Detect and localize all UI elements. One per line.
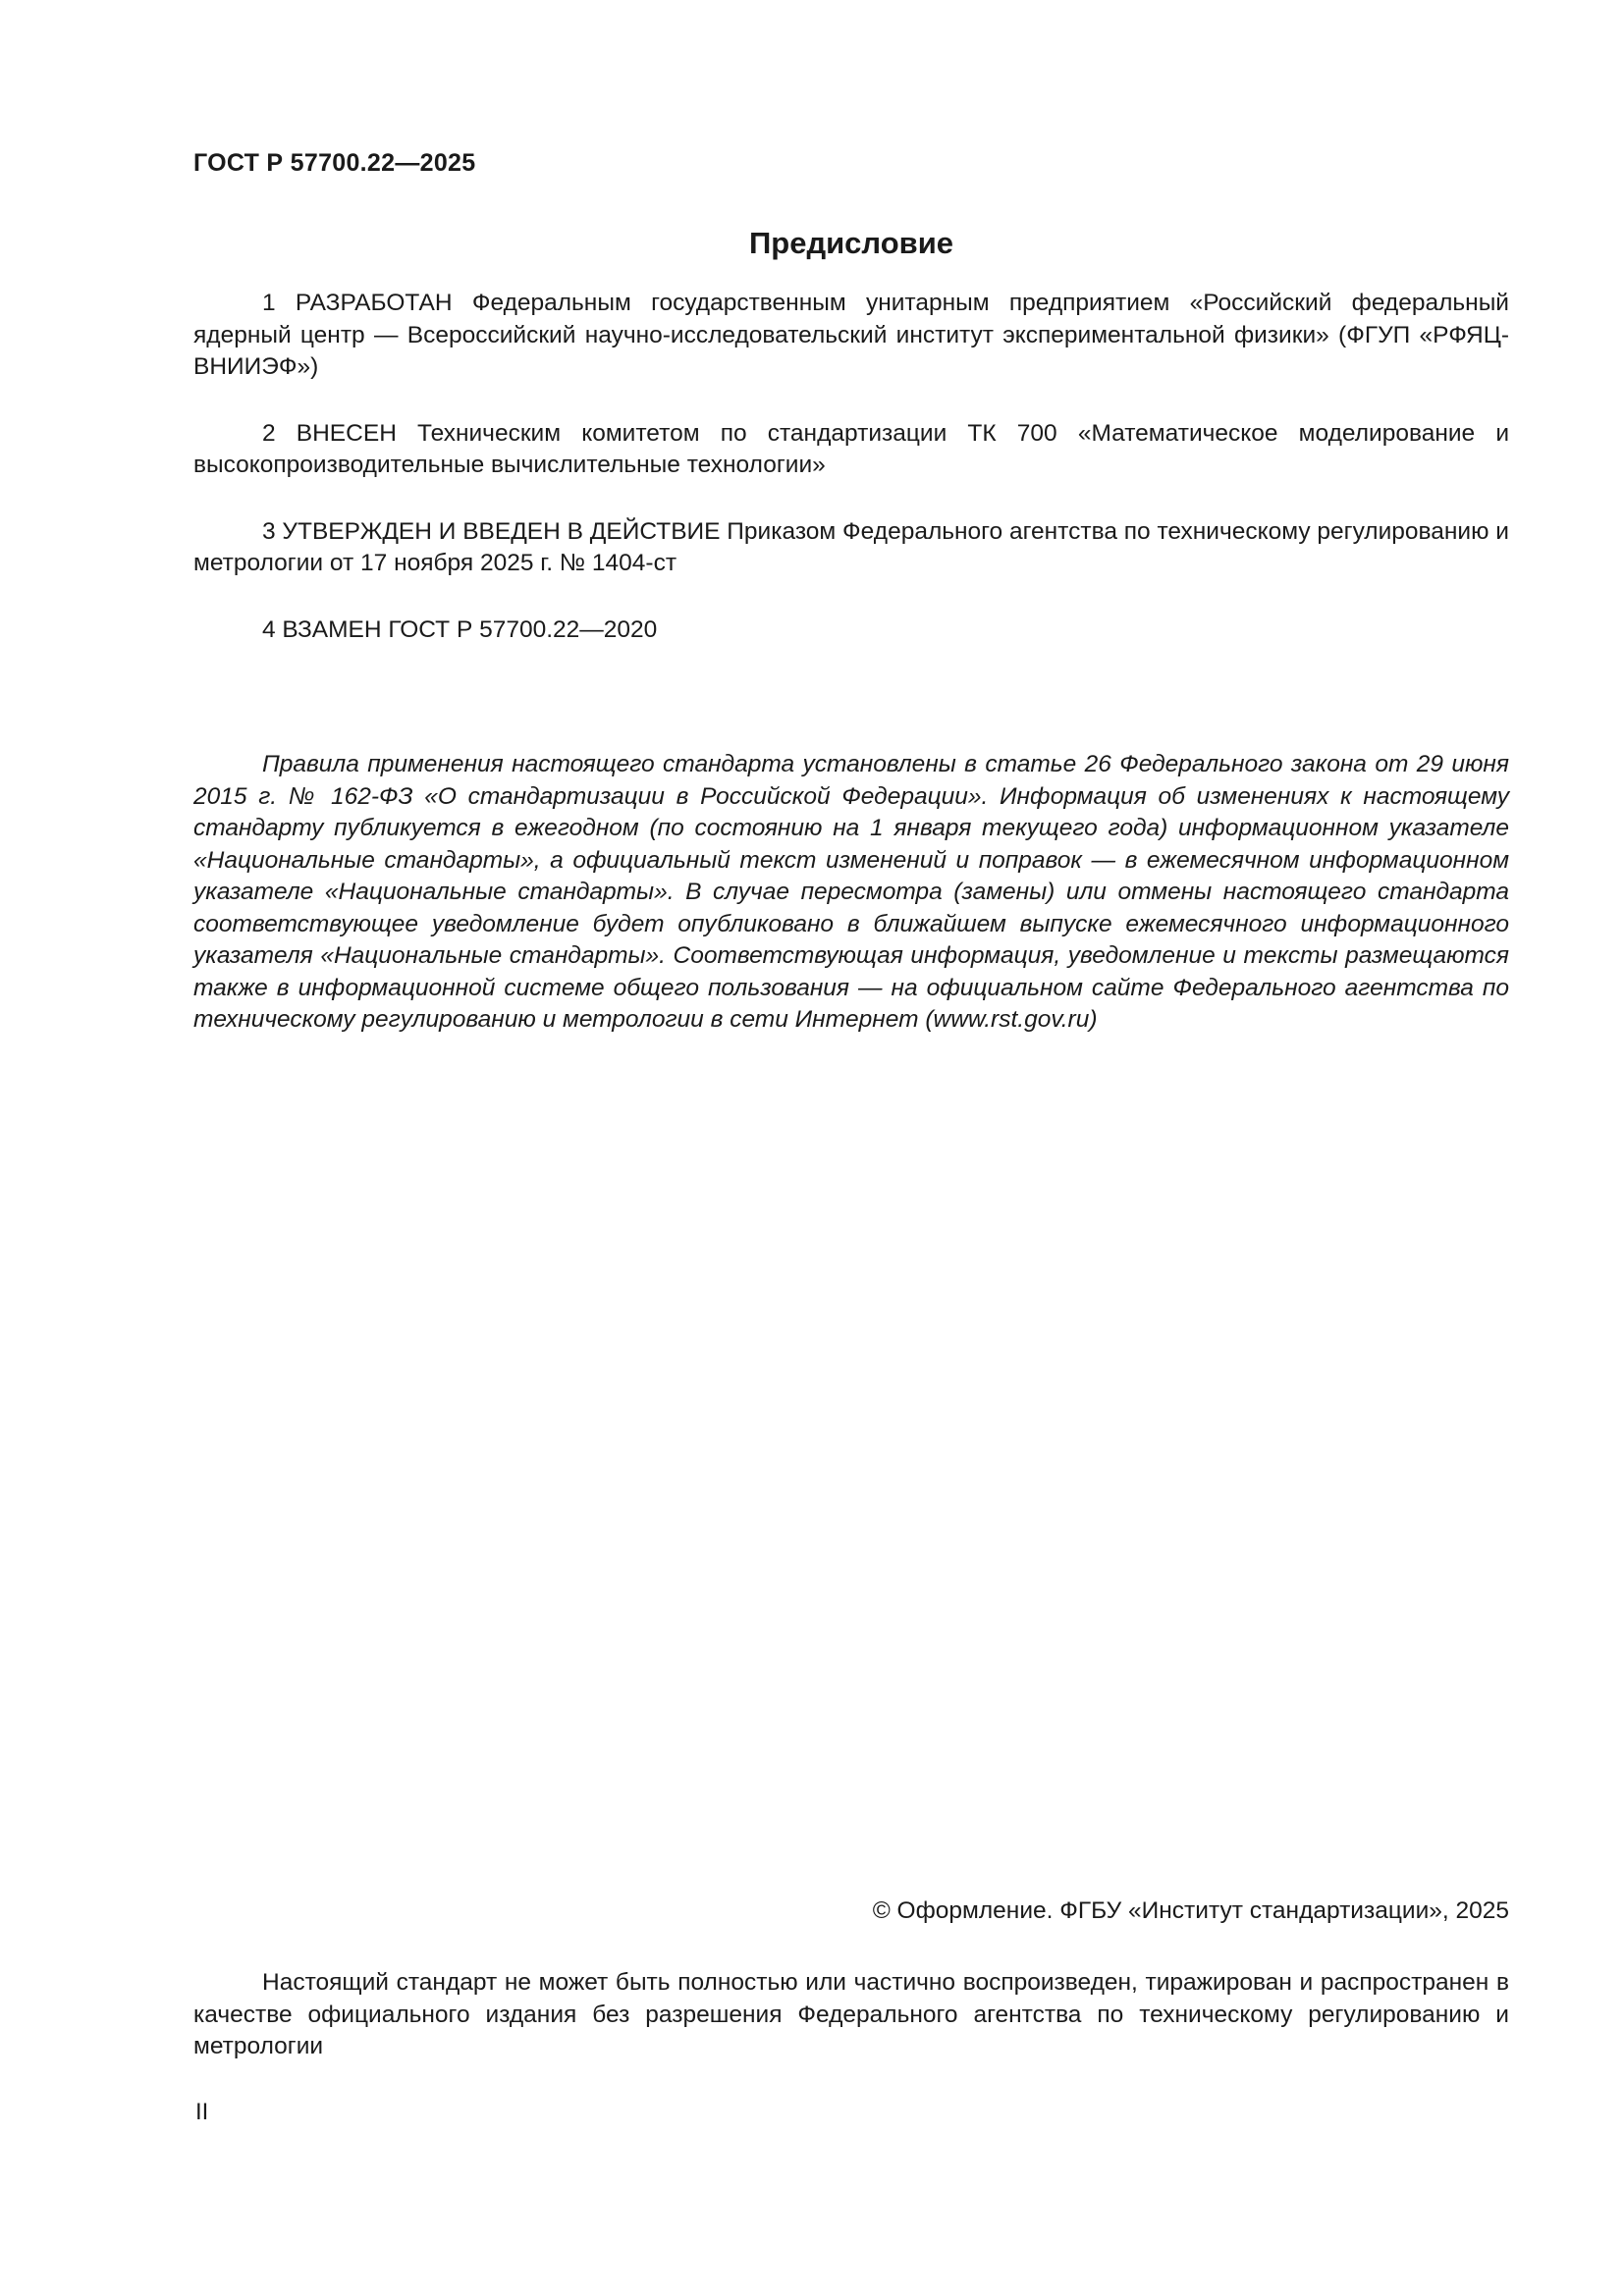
document-code: ГОСТ Р 57700.22—2025: [193, 149, 476, 177]
reproduction-notice-section: [193, 1967, 1509, 2063]
preface-item-replaces: 4 ВЗАМЕН ГОСТ Р 57700.22—2020: [262, 615, 658, 643]
page-number: II: [195, 2099, 209, 2125]
preface-item-submitted: 2 ВНЕСЕН Техническим комитетом по стандартизации ТК 700 «Математическое моделирование и высокопроизводительные вычислительные технологии»: [193, 419, 1509, 478]
preface-item-developed: 1 РАЗРАБОТАН Федеральным государственным унитарным предприятием «Российский федеральный ядерный центр — Всероссийский научно-исследовательский институт экспериментальной физики» (ФГУП «РФЯЦ-ВНИИЭФ»): [193, 290, 1509, 380]
page-title: Предисловие: [748, 226, 953, 260]
rules-note-section: [193, 749, 1509, 1037]
reproduction-notice: Настоящий стандарт не может быть полностью или частично воспроизведен, тиражирован и распространен в качестве официального издания без разрешения Федерального агентства по техническому регулированию и метрологии: [193, 1969, 1509, 2059]
preface-item-approved: 3 УТВЕРЖДЕН И ВВЕДЕН В ДЕЙСТВИЕ Приказом Федерального агентства по техническому регулированию и метрологии от 17 ноября 2025 г. № 1404-ст: [193, 517, 1509, 576]
rules-note: Правила применения настоящего стандарта установлены в статье 26 Федерального закона от 29 июня 2015 г. № 162-ФЗ «О стандартизации в Российской Федерации». Информация об изменениях к настоящему стандарту публикуется в ежегодном (по состоянию на 1 января текущего года) информационном указателе «Национальные стандарты», а официальный текст изменений и поправок — в ежемесячном информационном указателе «Национальные стандарты». В случае пересмотра (замены) или отмены настоящего стандарта соответствующее уведомление будет опубликовано в ближайшем выпуске ежемесячного информационного указателя «Национальные стандарты». Соответствующая информация, уведомление и тексты размещаются также в информационной системе общего пользования — на официальном сайте Федерального агентства по техническому регулированию и метрологии в сети Интернет (www.rst.gov.ru): [193, 751, 1509, 1033]
copyright-line: © Оформление. ФГБУ «Институт стандартизации», 2025: [872, 1897, 1509, 1924]
preface-items: [193, 288, 1509, 680]
